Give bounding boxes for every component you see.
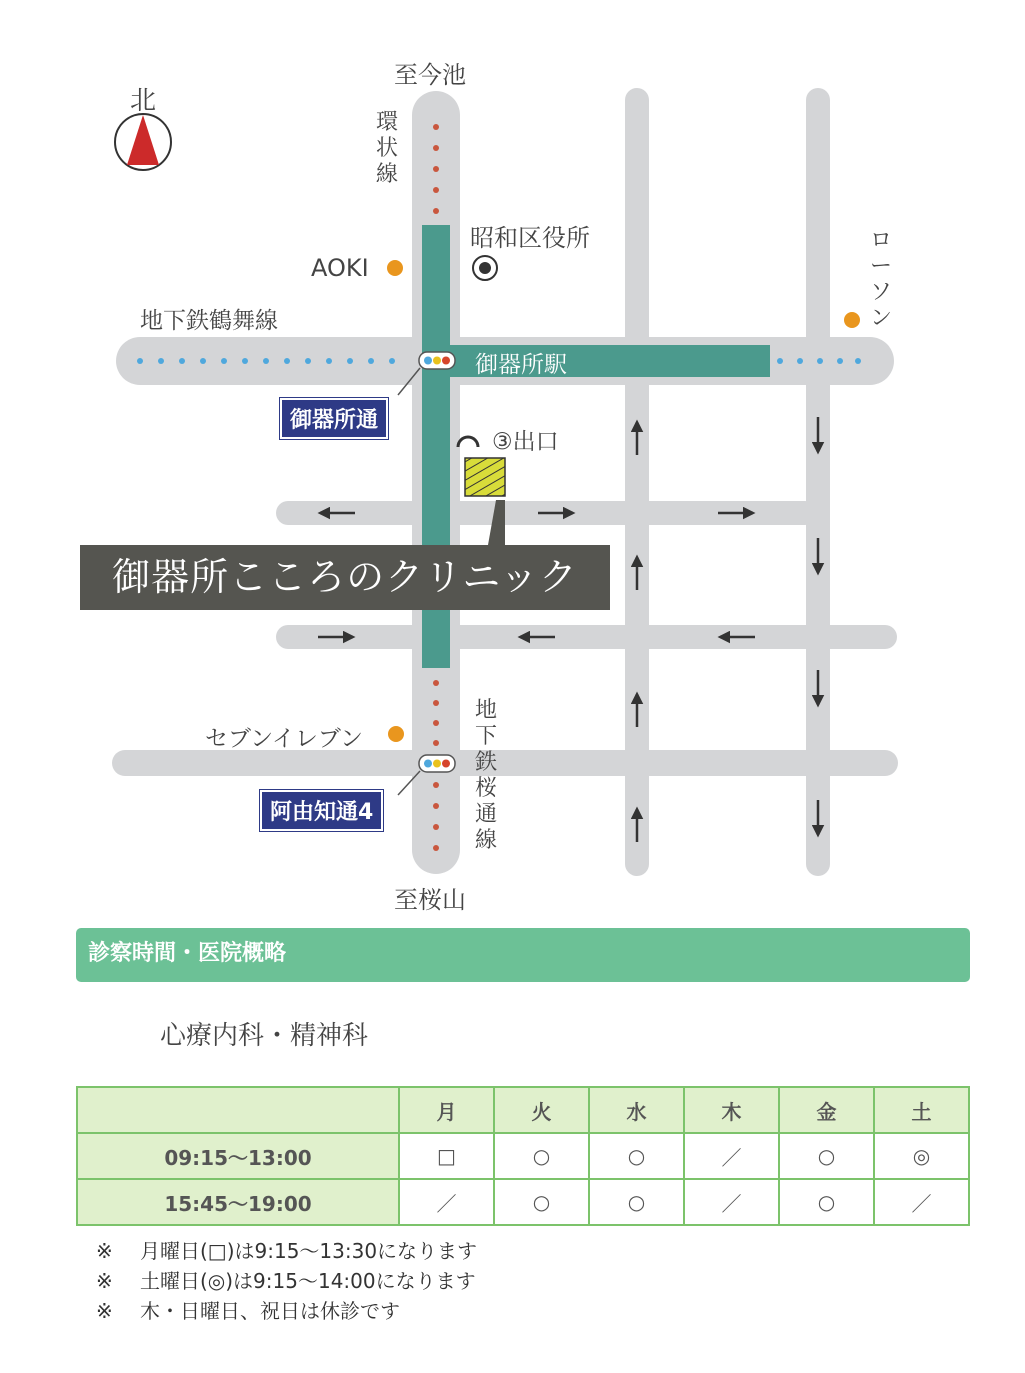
- table-header-cell: 土: [874, 1087, 969, 1133]
- note-item: [96, 1266, 477, 1296]
- road-top-label: 至今池: [394, 61, 466, 89]
- table-header-cell: 火: [494, 1087, 589, 1133]
- note-item: [96, 1296, 477, 1326]
- ward-office-icon: [473, 256, 497, 280]
- table-cell: ○: [589, 1179, 684, 1225]
- north-compass-icon: [115, 114, 171, 170]
- note-text: 月曜日(□)は9:15〜13:30になります: [140, 1239, 478, 1263]
- clinic-name-label: 御器所こころのクリニック: [80, 545, 610, 610]
- department-label: 心療内科・精神科: [160, 1021, 369, 1051]
- lawson-dot: [844, 312, 860, 328]
- table-header-cell: 月: [399, 1087, 494, 1133]
- table-row: [77, 1133, 969, 1179]
- note-text: 木・日曜日、祝日は休診です: [140, 1299, 400, 1323]
- table-header-cell: [77, 1087, 399, 1133]
- time-slot-cell: 09:15〜13:00: [77, 1133, 399, 1179]
- notes-list: [96, 1236, 477, 1326]
- table-cell: ／: [874, 1179, 969, 1225]
- clinic-building: [465, 458, 505, 496]
- table-cell: ○: [494, 1179, 589, 1225]
- station-label: 御器所駅: [475, 352, 567, 378]
- exit-label: ③出口: [492, 429, 559, 455]
- hours-table: [76, 1086, 970, 1226]
- table-cell: ○: [589, 1133, 684, 1179]
- note-text: 土曜日(◎)は9:15〜14:00になります: [140, 1269, 476, 1293]
- table-cell: ◎: [874, 1133, 969, 1179]
- north-label: 北: [130, 86, 157, 116]
- kanjo-line-label: 環状線: [375, 110, 398, 187]
- note-item: [96, 1236, 477, 1266]
- table-cell: ／: [399, 1179, 494, 1225]
- time-slot-cell: 15:45〜19:00: [77, 1179, 399, 1225]
- intersection-gokiso-label: 御器所通: [280, 398, 388, 439]
- seven-eleven-dot: [388, 726, 404, 742]
- aoki-dot: [387, 260, 403, 276]
- table-cell: ／: [684, 1133, 779, 1179]
- seven-eleven-label: セブンイレブン: [205, 726, 364, 752]
- section-title: 診察時間・医院概略: [76, 928, 970, 982]
- table-header-row: [77, 1087, 969, 1133]
- subway-tsurumai-label: 地下鉄鶴舞線: [140, 308, 278, 334]
- table-cell: ／: [684, 1179, 779, 1225]
- table-cell: ○: [779, 1133, 874, 1179]
- exit-icon: [458, 437, 478, 447]
- road-bottom-label: 至桜山: [394, 886, 466, 914]
- table-row: [77, 1179, 969, 1225]
- ward-office-label: 昭和区役所: [470, 224, 590, 252]
- table-header-cell: 木: [684, 1087, 779, 1133]
- traffic-light-icon: [419, 755, 455, 772]
- aoki-label: AOKI: [311, 254, 369, 282]
- traffic-light-icon: [419, 352, 455, 369]
- subway-sakuradori-label: 地下鉄桜通線: [474, 698, 497, 853]
- lawson-label: ローソン: [869, 228, 892, 331]
- note-mark: ※: [96, 1239, 113, 1263]
- note-mark: ※: [96, 1269, 113, 1293]
- note-mark: ※: [96, 1299, 113, 1323]
- table-header-cell: 金: [779, 1087, 874, 1133]
- intersection-ajimachi-label: 阿由知通4: [260, 790, 383, 831]
- table-header-cell: 水: [589, 1087, 684, 1133]
- table-cell: □: [399, 1133, 494, 1179]
- table-cell: ○: [779, 1179, 874, 1225]
- table-cell: ○: [494, 1133, 589, 1179]
